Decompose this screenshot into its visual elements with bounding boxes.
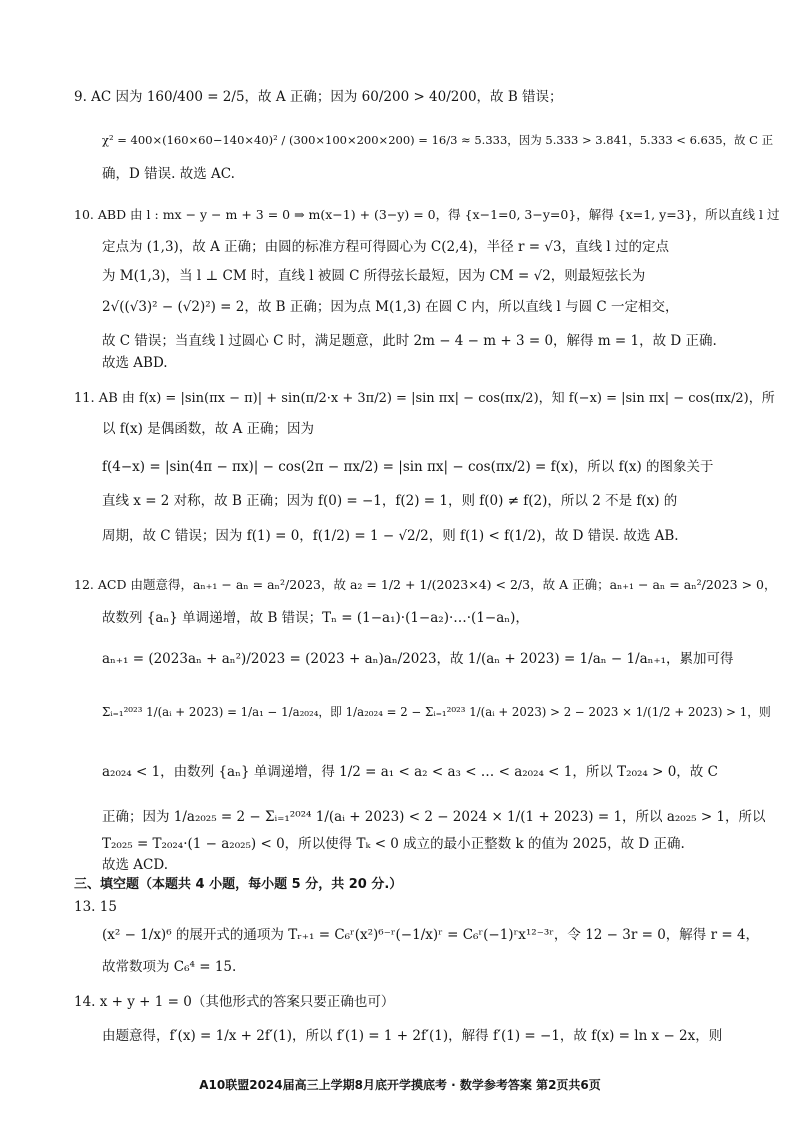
q10-line-4: 2√((√3)² − (√2)²) = 2，故 B 正确；因为点 M(1,3) 在圆 C 内，所以直线 l 与圆 C 一定相交，: [102, 299, 679, 315]
q11-line-5: 周期，故 C 错误；因为 f(1) = 0，f(1/2) = 1 − √2/2，则 f(1) < f(1/2)，故 D 错误. 故选 AB.: [102, 528, 679, 544]
q12-line-4: Σᵢ₌₁²⁰²³ 1/(aᵢ + 2023) = 1/a₁ − 1/a₂₀₂₄，即 1/a₂₀₂₄ = 2 − Σᵢ₌₁²⁰²³ 1/(aᵢ + 2023) > 2 − 2023 × 1/(1/2 + 2023) > 1，则: [102, 705, 771, 719]
q12-line-6: 正确；因为 1/a₂₀₂₅ = 2 − Σᵢ₌₁²⁰²⁴ 1/(aᵢ + 2023) < 2 − 2024 × 1/(1 + 2023) = 1，所以 a₂₀₂₅ > 1，所以: [102, 809, 766, 825]
q12-line-2: 故数列 {aₙ} 单调递增，故 B 错误；Tₙ = (1−a₁)·(1−a₂)·…·(1−aₙ)，: [102, 610, 529, 626]
q12-line-5: a₂₀₂₄ < 1，由数列 {aₙ} 单调递增，得 1/2 = a₁ < a₂ < a₃ < … < a₂₀₂₄ < 1，所以 T₂₀₂₄ > 0，故 C: [102, 764, 718, 780]
q10-line-2: 定点为 (1,3)，故 A 正确；由圆的标准方程可得圆心为 C(2,4)，半径 r = √3，直线 l 过的定点: [102, 239, 669, 255]
q13-answer: 13. 15: [74, 899, 117, 915]
q11-line-2: 以 f(x) 是偶函数，故 A 正确；因为: [102, 421, 315, 437]
q10-line-5: 故 C 错误；当直线 l 过圆心 C 时，满足题意，此时 2m − 4 − m + 3 = 0，解得 m = 1，故 D 正确.: [102, 333, 717, 349]
q12-line-1: 12. ACD 由题意得，aₙ₊₁ − aₙ = aₙ²/2023，故 a₂ = 1/2 + 1/(2023×4) < 2/3，故 A 正确；aₙ₊₁ − aₙ = aₙ²/2023 > 0，: [74, 577, 777, 592]
q10-line-6: 故选 ABD.: [102, 355, 168, 371]
q12-line-8: 故选 ACD.: [102, 857, 169, 873]
q9-line-1: 9. AC 因为 160/400 = 2/5，故 A 正确；因为 60/200 > 40/200，故 B 错误；: [74, 89, 563, 105]
q12-line-7: T₂₀₂₅ = T₂₀₂₄·(1 − a₂₀₂₅) < 0，所以使得 Tₖ < 0 成立的最小正整数 k 的值为 2025，故 D 正确.: [102, 836, 685, 852]
q14-line-1: 由题意得，f′(x) = 1/x + 2f′(1)，所以 f′(1) = 1 + 2f′(1)，解得 f′(1) = −1，故 f(x) = ln x − 2x，则: [102, 1028, 723, 1044]
section-heading-fill-in: 三、填空题（本题共 4 小题，每小题 5 分，共 20 分.）: [74, 877, 403, 892]
page-footer: A10联盟2024届高三上学期8月底开学摸底考 · 数学参考答案 第2页共6页: [199, 1078, 601, 1092]
q13-line-1: (x² − 1/x)⁶ 的展开式的通项为 Tᵣ₊₁ = C₆ʳ(x²)⁶⁻ʳ(−1/x)ʳ = C₆ʳ(−1)ʳx¹²⁻³ʳ，令 12 − 3r = 0，解得 r = 4，: [102, 927, 760, 943]
q10-line-1: 10. ABD 由 l : mx − y − m + 3 = 0 ⇒ m(x−1) + (3−y) = 0，得 {x−1=0, 3−y=0}，解得 {x=1, y=3}，所以直线 l 过: [74, 207, 780, 222]
q13-line-2: 故常数项为 C₆⁴ = 15.: [102, 959, 237, 975]
q12-line-3: aₙ₊₁ = (2023aₙ + aₙ²)/2023 = (2023 + aₙ)aₙ/2023，故 1/(aₙ + 2023) = 1/aₙ − 1/aₙ₊₁，累加可得: [102, 651, 734, 667]
q9-line-2: χ² = 400×(160×60−140×40)² / (300×100×200×200) = 16/3 ≈ 5.333，因为 5.333 > 3.841，5.333 < 6.635，故 C 正: [102, 133, 774, 147]
q9-line-3: 确，D 错误. 故选 AC.: [102, 166, 235, 182]
q11-line-4: 直线 x = 2 对称，故 B 正确；因为 f(0) = −1，f(2) = 1，则 f(0) ≠ f(2)，所以 2 不是 f(x) 的: [102, 493, 678, 509]
q11-line-1: 11. AB 由 f(x) = |sin(πx − π)| + sin(π/2·x + 3π/2) = |sin πx| − cos(πx/2)，知 f(−x) = |sin πx| − cos(πx/2)，所: [74, 391, 775, 406]
q14-answer: 14. x + y + 1 = 0（其他形式的答案只要正确也可）: [74, 994, 395, 1010]
q11-line-3: f(4−x) = |sin(4π − πx)| − cos(2π − πx/2) = |sin πx| − cos(πx/2) = f(x)，所以 f(x) 的图象关于: [102, 459, 714, 475]
q10-line-3: 为 M(1,3)，当 l ⊥ CM 时，直线 l 被圆 C 所得弦长最短，因为 CM = √2，则最短弦长为: [102, 268, 646, 284]
